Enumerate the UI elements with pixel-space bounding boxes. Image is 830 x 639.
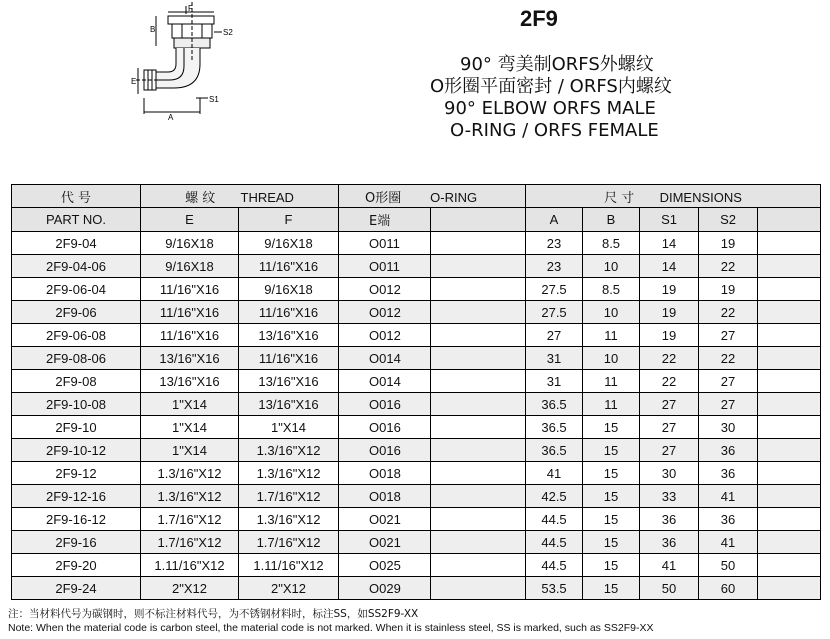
table-row	[12, 416, 821, 439]
cell-dim-s1: 36	[640, 531, 699, 554]
cell-blank	[758, 485, 821, 508]
cell-dim-s2: 22	[699, 255, 758, 278]
cell-blank	[758, 232, 821, 255]
cell-dim-a: 53.5	[526, 577, 583, 600]
table-row	[12, 347, 821, 370]
cell-blank	[758, 554, 821, 577]
cell-dim-b: 11	[583, 370, 640, 393]
cell-dim-s2: 36	[699, 439, 758, 462]
cell-part-no: 2F9-10-08	[12, 393, 141, 416]
cell-dim-s1: 33	[640, 485, 699, 508]
label-s1: S1	[209, 95, 219, 104]
cell-thread-f: 9/16X18	[239, 232, 339, 255]
cell-blank	[758, 301, 821, 324]
cell-oring-extra	[431, 531, 526, 554]
cell-thread-f: 13/16"X16	[239, 370, 339, 393]
header-b: B	[583, 208, 640, 232]
header-thread-en: THREAD	[240, 189, 294, 205]
cell-dim-a: 23	[526, 255, 583, 278]
cell-oring-extra	[431, 278, 526, 301]
notes	[8, 607, 653, 635]
cell-oring: O029	[339, 577, 431, 600]
cell-dim-s2: 30	[699, 416, 758, 439]
cell-dim-s2: 50	[699, 554, 758, 577]
title-line-3: 90° ELBOW ORFS MALE	[444, 98, 656, 119]
cell-oring-extra	[431, 347, 526, 370]
cell-thread-e: 11/16"X16	[141, 301, 239, 324]
title-line-2: O形圈平面密封 / ORFS内螺纹	[430, 76, 672, 97]
header-oring-en: O-RING	[430, 189, 478, 205]
cell-dim-s1: 14	[640, 232, 699, 255]
cell-oring: O021	[339, 531, 431, 554]
cell-thread-f: 13/16"X16	[239, 324, 339, 347]
cell-thread-e: 1.3/16"X12	[141, 485, 239, 508]
cell-thread-e: 11/16"X16	[141, 278, 239, 301]
table-row	[12, 531, 821, 554]
cell-dim-s2: 22	[699, 347, 758, 370]
cell-thread-f: 1.3/16"X12	[239, 508, 339, 531]
header-dim-cn: 尺 寸	[604, 190, 635, 206]
table-subheader-row	[12, 208, 821, 232]
cell-thread-f: 1.3/16"X12	[239, 439, 339, 462]
header-a: A	[526, 208, 583, 232]
cell-thread-f: 11/16"X16	[239, 347, 339, 370]
cell-part-no: 2F9-16-12	[12, 508, 141, 531]
cell-oring-extra	[431, 370, 526, 393]
cell-thread-e: 2"X12	[141, 577, 239, 600]
cell-dim-s2: 27	[699, 370, 758, 393]
cell-dim-a: 42.5	[526, 485, 583, 508]
cell-blank	[758, 508, 821, 531]
cell-dim-b: 11	[583, 393, 640, 416]
table-row	[12, 324, 821, 347]
cell-dim-s1: 27	[640, 439, 699, 462]
table-row	[12, 485, 821, 508]
cell-thread-e: 13/16"X16	[141, 347, 239, 370]
cell-oring: O011	[339, 232, 431, 255]
label-b: B	[150, 25, 156, 34]
cell-dim-s2: 36	[699, 462, 758, 485]
header-thread	[141, 185, 339, 208]
header-e: E	[141, 208, 239, 232]
header-f: F	[239, 208, 339, 232]
cell-oring: O016	[339, 439, 431, 462]
label-f: F	[188, 4, 193, 13]
cell-dim-s2: 27	[699, 324, 758, 347]
table-header-row	[12, 185, 821, 208]
title-line-4: O-RING / ORFS FEMALE	[450, 120, 659, 141]
cell-dim-s1: 14	[640, 255, 699, 278]
header-s1: S1	[640, 208, 699, 232]
cell-oring-extra	[431, 416, 526, 439]
cell-dim-a: 27.5	[526, 301, 583, 324]
cell-dim-b: 11	[583, 324, 640, 347]
product-titles	[420, 54, 672, 142]
cell-dim-a: 44.5	[526, 508, 583, 531]
cell-oring: O021	[339, 508, 431, 531]
cell-part-no: 2F9-08	[12, 370, 141, 393]
note-en: Note: When the material code is carbon steel, the material code is not marked. When it is stainless steel, SS is marked, such as SS2F9-XX	[8, 622, 654, 634]
cell-dim-b: 10	[583, 347, 640, 370]
label-a: A	[168, 113, 174, 120]
cell-oring-extra	[431, 485, 526, 508]
cell-thread-f: 1.7/16"X12	[239, 485, 339, 508]
cell-thread-e: 1.11/16"X12	[141, 554, 239, 577]
cell-oring: O014	[339, 347, 431, 370]
spec-table	[11, 184, 821, 600]
table-row	[12, 393, 821, 416]
cell-dim-b: 10	[583, 301, 640, 324]
cell-blank	[758, 416, 821, 439]
cell-thread-e: 9/16X18	[141, 255, 239, 278]
cell-part-no: 2F9-24	[12, 577, 141, 600]
cell-thread-f: 1"X14	[239, 416, 339, 439]
header-thread-cn: 螺 纹	[185, 190, 216, 206]
cell-dim-s1: 41	[640, 554, 699, 577]
cell-part-no: 2F9-06	[12, 301, 141, 324]
cell-part-no: 2F9-20	[12, 554, 141, 577]
cell-dim-a: 41	[526, 462, 583, 485]
cell-dim-s2: 19	[699, 232, 758, 255]
cell-thread-e: 13/16"X16	[141, 370, 239, 393]
cell-thread-f: 9/16X18	[239, 278, 339, 301]
cell-dim-s1: 36	[640, 508, 699, 531]
cell-blank	[758, 577, 821, 600]
cell-dim-b: 15	[583, 439, 640, 462]
cell-dim-s1: 50	[640, 577, 699, 600]
header-part-cn: 代 号	[12, 185, 141, 208]
header-oring-cn: O形圈	[365, 190, 402, 206]
cell-part-no: 2F9-12-16	[12, 485, 141, 508]
cell-dim-s2: 36	[699, 508, 758, 531]
cell-dim-a: 36.5	[526, 416, 583, 439]
cell-dim-s1: 27	[640, 416, 699, 439]
cell-oring: O012	[339, 301, 431, 324]
cell-blank	[758, 393, 821, 416]
table-row	[12, 577, 821, 600]
table-row	[12, 232, 821, 255]
cell-dim-a: 23	[526, 232, 583, 255]
cell-dim-s1: 30	[640, 462, 699, 485]
table-row	[12, 278, 821, 301]
label-s2: S2	[223, 28, 233, 37]
cell-dim-a: 36.5	[526, 439, 583, 462]
cell-thread-e: 11/16"X16	[141, 324, 239, 347]
cell-dim-s1: 19	[640, 278, 699, 301]
cell-blank	[758, 324, 821, 347]
cell-part-no: 2F9-04	[12, 232, 141, 255]
table-row	[12, 462, 821, 485]
cell-part-no: 2F9-06-04	[12, 278, 141, 301]
cell-thread-e: 1.3/16"X12	[141, 462, 239, 485]
cell-dim-s2: 41	[699, 531, 758, 554]
cell-thread-e: 1"X14	[141, 439, 239, 462]
cell-oring-extra	[431, 554, 526, 577]
cell-part-no: 2F9-08-06	[12, 347, 141, 370]
cell-dim-s2: 41	[699, 485, 758, 508]
cell-oring-extra	[431, 255, 526, 278]
cell-blank	[758, 278, 821, 301]
cell-part-no: 2F9-06-08	[12, 324, 141, 347]
table-row	[12, 439, 821, 462]
cell-thread-e: 1.7/16"X12	[141, 531, 239, 554]
table-row	[12, 370, 821, 393]
table-row	[12, 554, 821, 577]
label-e: E	[131, 77, 137, 86]
title-line-1: 90° 弯美制ORFS外螺纹	[460, 54, 654, 75]
table-row	[12, 508, 821, 531]
cell-oring: O018	[339, 462, 431, 485]
cell-dim-s1: 19	[640, 301, 699, 324]
cell-thread-f: 11/16"X16	[239, 301, 339, 324]
cell-dim-s2: 19	[699, 278, 758, 301]
cell-thread-f: 1.3/16"X12	[239, 462, 339, 485]
cell-dim-b: 15	[583, 462, 640, 485]
header-part-en: PART NO.	[12, 208, 141, 232]
cell-part-no: 2F9-10	[12, 416, 141, 439]
cell-dim-a: 44.5	[526, 554, 583, 577]
cell-blank	[758, 439, 821, 462]
cell-oring: O012	[339, 278, 431, 301]
cell-thread-e: 1"X14	[141, 393, 239, 416]
cell-dim-s1: 27	[640, 393, 699, 416]
product-code: 2F9	[520, 6, 558, 31]
table-body	[12, 232, 821, 600]
cell-oring: O016	[339, 416, 431, 439]
cell-part-no: 2F9-04-06	[12, 255, 141, 278]
cell-oring-extra	[431, 462, 526, 485]
cell-oring: O025	[339, 554, 431, 577]
cell-blank	[758, 255, 821, 278]
cell-blank	[758, 370, 821, 393]
cell-dim-b: 15	[583, 416, 640, 439]
header-oring	[339, 185, 526, 208]
header-dimensions	[526, 185, 821, 208]
cell-dim-b: 8.5	[583, 232, 640, 255]
fitting-drawing	[130, 2, 240, 120]
table-row	[12, 301, 821, 324]
cell-oring-extra	[431, 232, 526, 255]
cell-blank	[758, 462, 821, 485]
cell-dim-s2: 60	[699, 577, 758, 600]
cell-oring: O018	[339, 485, 431, 508]
cell-dim-s1: 22	[640, 370, 699, 393]
cell-oring: O011	[339, 255, 431, 278]
cell-dim-a: 36.5	[526, 393, 583, 416]
header-s2: S2	[699, 208, 758, 232]
cell-thread-e: 9/16X18	[141, 232, 239, 255]
cell-oring: O014	[339, 370, 431, 393]
cell-dim-b: 15	[583, 531, 640, 554]
cell-blank	[758, 347, 821, 370]
cell-dim-s2: 27	[699, 393, 758, 416]
note-cn: 注：当材料代号为碳钢时，则不标注材料代号，为不锈钢材料时，标注SS，如SS2F9-XX	[8, 608, 419, 620]
cell-oring-extra	[431, 393, 526, 416]
header-dim-en: DIMENSIONS	[659, 189, 742, 205]
cell-dim-a: 27.5	[526, 278, 583, 301]
cell-part-no: 2F9-16	[12, 531, 141, 554]
cell-oring-extra	[431, 577, 526, 600]
cell-oring-extra	[431, 508, 526, 531]
cell-blank	[758, 531, 821, 554]
cell-part-no: 2F9-12	[12, 462, 141, 485]
cell-dim-b: 15	[583, 508, 640, 531]
header-oring-blank	[431, 208, 526, 232]
cell-thread-f: 11/16"X16	[239, 255, 339, 278]
cell-thread-f: 1.11/16"X12	[239, 554, 339, 577]
cell-thread-e: 1.7/16"X12	[141, 508, 239, 531]
cell-dim-a: 31	[526, 347, 583, 370]
cell-oring: O012	[339, 324, 431, 347]
cell-thread-f: 2"X12	[239, 577, 339, 600]
header-e-end: E端	[339, 208, 431, 232]
cell-thread-f: 1.7/16"X12	[239, 531, 339, 554]
cell-oring: O016	[339, 393, 431, 416]
cell-thread-e: 1"X14	[141, 416, 239, 439]
cell-oring-extra	[431, 324, 526, 347]
header-blank	[758, 208, 821, 232]
table-row	[12, 255, 821, 278]
cell-dim-s1: 22	[640, 347, 699, 370]
cell-dim-b: 15	[583, 554, 640, 577]
cell-dim-a: 27	[526, 324, 583, 347]
cell-part-no: 2F9-10-12	[12, 439, 141, 462]
cell-dim-b: 8.5	[583, 278, 640, 301]
cell-oring-extra	[431, 301, 526, 324]
cell-dim-b: 10	[583, 255, 640, 278]
cell-dim-b: 15	[583, 485, 640, 508]
cell-dim-a: 44.5	[526, 531, 583, 554]
cell-thread-f: 13/16"X16	[239, 393, 339, 416]
cell-oring-extra	[431, 439, 526, 462]
cell-dim-s2: 22	[699, 301, 758, 324]
cell-dim-a: 31	[526, 370, 583, 393]
cell-dim-b: 15	[583, 577, 640, 600]
cell-dim-s1: 19	[640, 324, 699, 347]
